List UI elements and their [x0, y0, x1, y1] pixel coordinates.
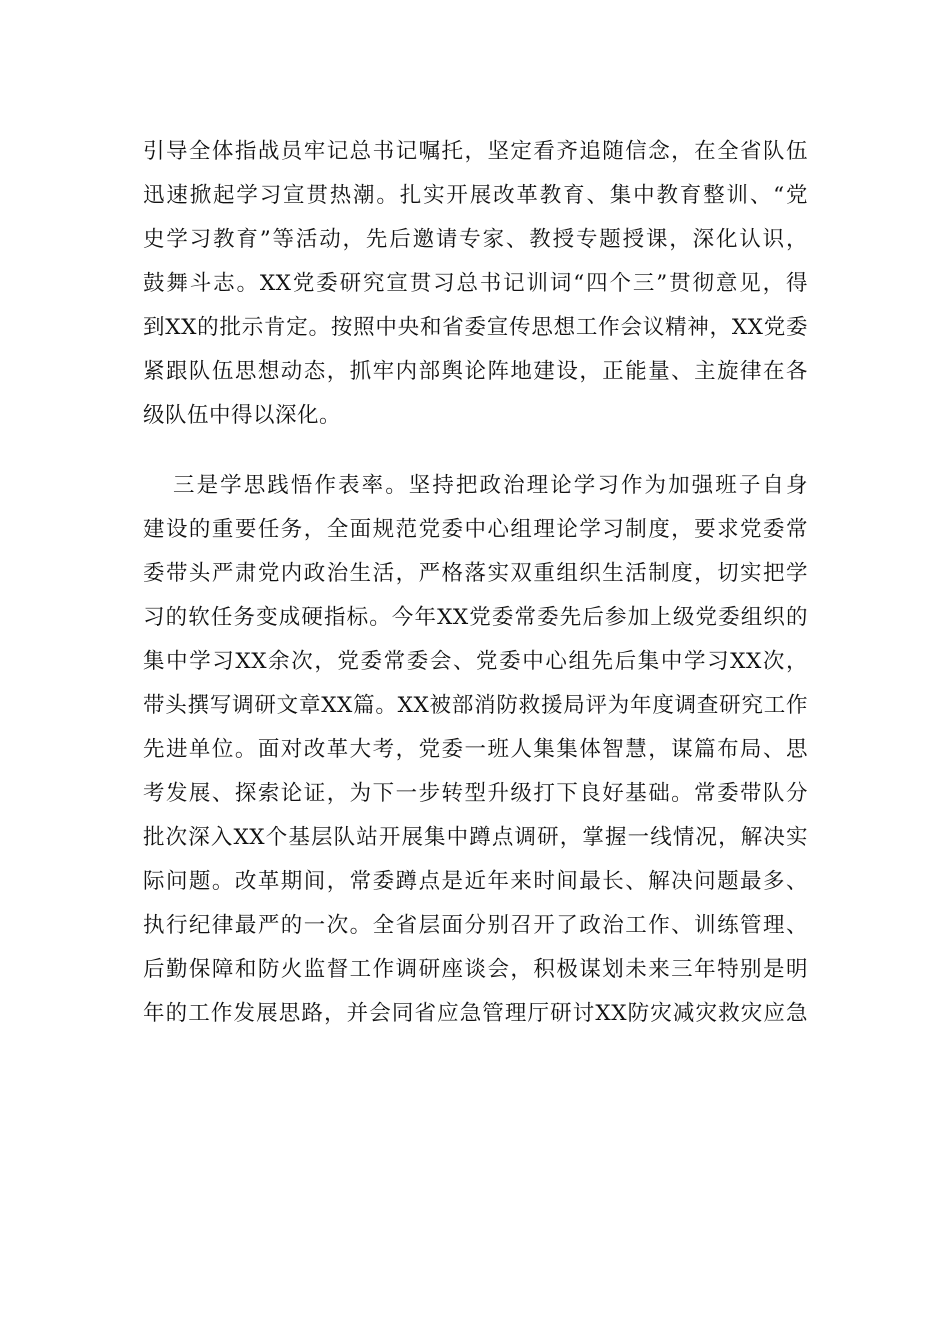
text-line: 紧跟队伍思想动态，抓牢内部舆论阵地建设，正能量、主旋律在各 [143, 359, 808, 384]
text-line: 际问题。改革期间，常委蹲点是近年来时间最长、解决问题最多、 [143, 869, 808, 894]
text-line: 先进单位。面对改革大考，党委一班人集集体智慧，谋篇布局、思 [143, 737, 808, 762]
paragraph-spacer [143, 438, 808, 464]
text-line: 到XX的批示肯定。按照中央和省委宣传思想工作会议精神，XX党委 [143, 315, 808, 340]
text-line: 执行纪律最严的一次。全省层面分别召开了政治工作、训练管理、 [143, 913, 808, 938]
text-line: 迅速掀起学习宣贯热潮。扎实开展改革教育、集中教育整训、“党 [143, 183, 808, 208]
text-line: 史学习教育”等活动，先后邀请专家、教授专题授课，深化认识， [143, 227, 808, 252]
document-body [143, 130, 808, 1036]
text-line: 考发展、探索论证，为下一步转型升级打下良好基础。常委带队分 [143, 781, 808, 806]
text-line: 年的工作发展思路，并会同省应急管理厅研讨XX防灾减灾救灾应急 [143, 1001, 808, 1026]
text-line: 引导全体指战员牢记总书记嘱托，坚定看齐追随信念，在全省队伍 [143, 139, 808, 164]
paragraph-2 [143, 464, 808, 1036]
text-line: 级队伍中得以深化。 [143, 403, 342, 428]
text-line: 批次深入XX个基层队站开展集中蹲点调研，掌握一线情况，解决实 [143, 825, 808, 850]
text-line: 委带头严肃党内政治生活，严格落实双重组织生活制度，切实把学 [143, 561, 808, 586]
text-line: 三是学思践悟作表率。坚持把政治理论学习作为加强班子自身 [173, 473, 808, 498]
text-line: 带头撰写调研文章XX篇。XX被部消防救援局评为年度调查研究工作 [143, 693, 808, 718]
text-line: 集中学习XX余次，党委常委会、党委中心组先后集中学习XX次， [143, 649, 808, 674]
text-line: 习的软任务变成硬指标。今年XX党委常委先后参加上级党委组织的 [143, 605, 808, 630]
text-line: 建设的重要任务，全面规范党委中心组理论学习制度，要求党委常 [143, 517, 808, 542]
text-line: 鼓舞斗志。XX党委研究宣贯习总书记训词“四个三”贯彻意见，得 [143, 271, 808, 296]
text-line: 后勤保障和防火监督工作调研座谈会，积极谋划未来三年特别是明 [143, 957, 808, 982]
paragraph-1 [143, 130, 808, 438]
